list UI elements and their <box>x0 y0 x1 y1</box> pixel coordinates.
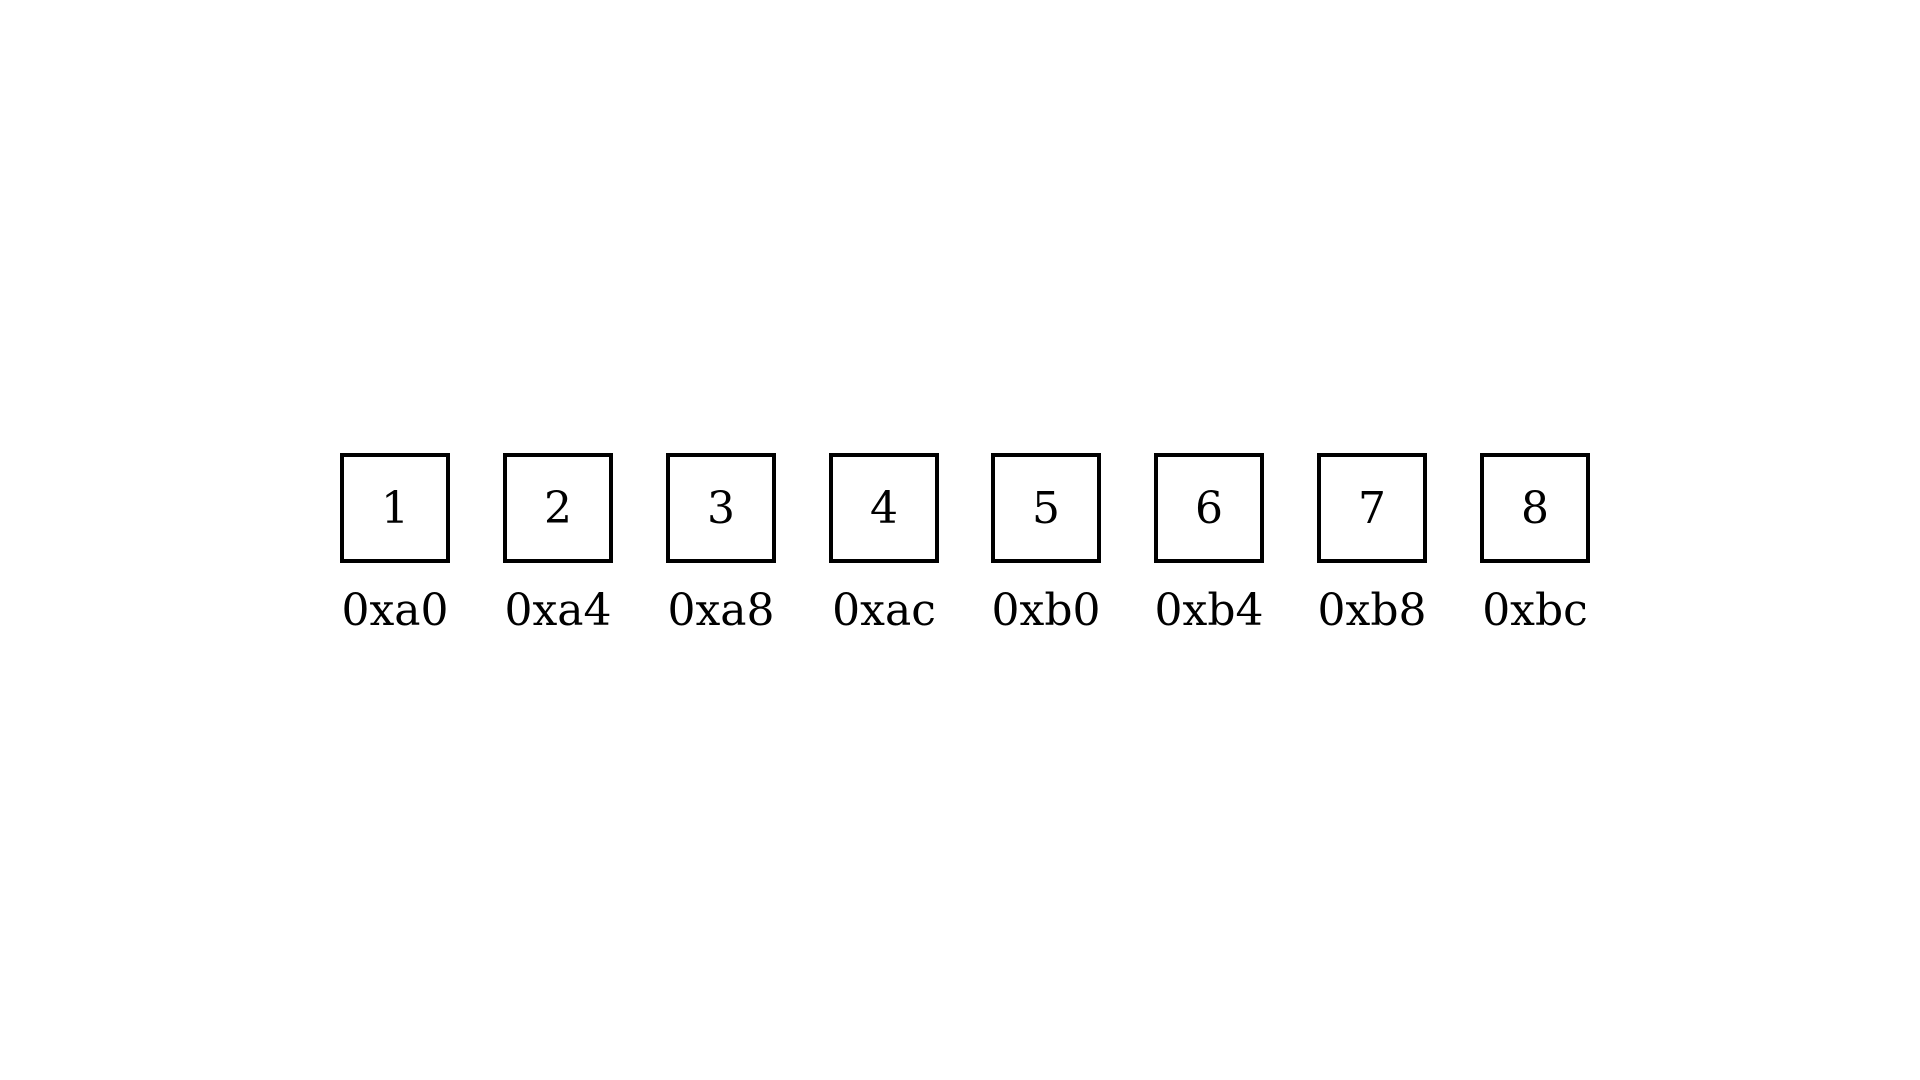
array-cell-0 <box>340 453 450 636</box>
array-cell-1 <box>503 453 613 636</box>
cell-box: 3 <box>666 453 776 563</box>
cell-address: 0xb4 <box>1154 585 1264 636</box>
cell-address: 0xa4 <box>504 585 612 636</box>
array-cell-5 <box>1154 453 1264 636</box>
cell-box: 7 <box>1317 453 1427 563</box>
cell-address: 0xac <box>832 585 936 636</box>
array-cell-4 <box>991 453 1101 636</box>
cell-box: 8 <box>1480 453 1590 563</box>
array-cell-6 <box>1317 453 1427 636</box>
cell-address: 0xb8 <box>1317 585 1427 636</box>
cell-address: 0xa0 <box>341 585 449 636</box>
cell-box: 5 <box>991 453 1101 563</box>
array-cell-7 <box>1480 453 1590 636</box>
cell-box: 2 <box>503 453 613 563</box>
array-cell-2 <box>666 453 776 636</box>
cell-address: 0xb0 <box>991 585 1101 636</box>
cell-address: 0xa8 <box>667 585 775 636</box>
cell-box: 4 <box>829 453 939 563</box>
cell-box: 6 <box>1154 453 1264 563</box>
cell-address: 0xbc <box>1482 585 1588 636</box>
cell-box: 1 <box>340 453 450 563</box>
array-cell-3 <box>829 453 939 636</box>
